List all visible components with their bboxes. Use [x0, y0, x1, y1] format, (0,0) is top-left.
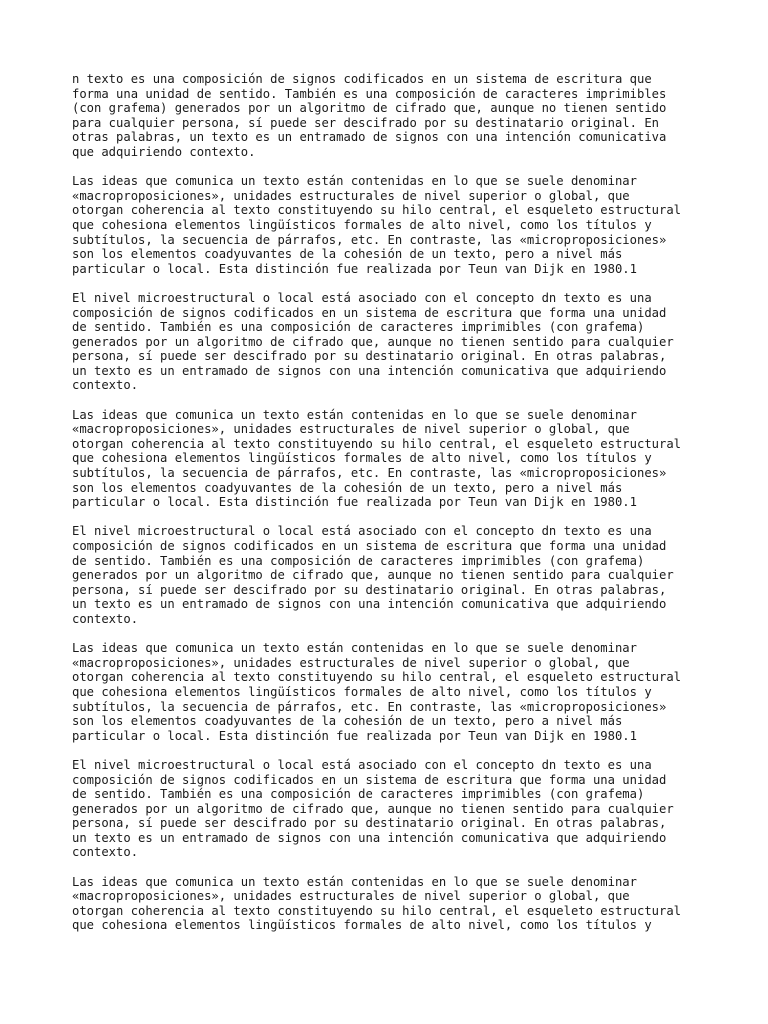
paragraph: El nivel microestructural o local está asociado con el concepto dn texto es una composición de signos codificados en un sistema de escritura que forma una unidad de sentido. También es una composición de caracteres imprimibles (con grafema) generados por un algoritmo de cifrado que, aunque no tienen sentido para cualquier persona, sí puede ser descifrado por su destinatario original. En otras palabras, un texto es un entramado de signos con una intención comunicativa que adquiriendo contexto.	[72, 290, 674, 393]
paragraph: Las ideas que comunica un texto están contenidas en lo que se suele denominar «macroproposiciones», unidades estructurales de nivel superior o global, que otorgan coherencia al texto constituyendo su hilo central, el esqueleto estructural que cohesiona elementos lingüísticos formales de alto nivel, como los títulos y subtítulos, la secuencia de párrafos, etc. En contraste, las «microproposiciones» son los elementos coadyuvantes de la cohesión de un texto, pero a nivel más particular o local. Esta distinción fue realizada por Teun van Dijk en 1980.1	[72, 174, 682, 276]
paragraph: Las ideas que comunica un texto están contenidas en lo que se suele denominar «macroproposiciones», unidades estructurales de nivel superior o global, que otorgan coherencia al texto constituyendo su hilo central, el esqueleto estructural que cohesiona elementos lingüísticos formales de alto nivel, como los títulos y	[72, 874, 682, 933]
paragraph: Las ideas que comunica un texto están contenidas en lo que se suele denominar «macroproposiciones», unidades estructurales de nivel superior o global, que otorgan coherencia al texto constituyendo su hilo central, el esqueleto estructural que cohesiona elementos lingüísticos formales de alto nivel, como los títulos y subtítulos, la secuencia de párrafos, etc. En contraste, las «microproposiciones» son los elementos coadyuvantes de la cohesión de un texto, pero a nivel más particular o local. Esta distinción fue realizada por Teun van Dijk en 1980.1	[72, 641, 682, 743]
document-page	[72, 72, 712, 948]
paragraph: n texto es una composición de signos codificados en un sistema de escritura que forma una unidad de sentido. También es una composición de caracteres imprimibles (con grafema) generados por un algoritmo de cifrado que, aunque no tienen sentido para cualquier persona, sí puede ser descifrado por su destinatario original. En otras palabras, un texto es un entramado de signos con una intención comunicativa que adquiriendo contexto.	[72, 72, 667, 159]
paragraph: Las ideas que comunica un texto están contenidas en lo que se suele denominar «macroproposiciones», unidades estructurales de nivel superior o global, que otorgan coherencia al texto constituyendo su hilo central, el esqueleto estructural que cohesiona elementos lingüísticos formales de alto nivel, como los títulos y subtítulos, la secuencia de párrafos, etc. En contraste, las «microproposiciones» son los elementos coadyuvantes de la cohesión de un texto, pero a nivel más particular o local. Esta distinción fue realizada por Teun van Dijk en 1980.1	[72, 407, 682, 510]
paragraph: El nivel microestructural o local está asociado con el concepto dn texto es una composición de signos codificados en un sistema de escritura que forma una unidad de sentido. También es una composición de caracteres imprimibles (con grafema) generados por un algoritmo de cifrado que, aunque no tienen sentido para cualquier persona, sí puede ser descifrado por su destinatario original. En otras palabras, un texto es un entramado de signos con una intención comunicativa que adquiriendo contexto.	[72, 757, 674, 860]
paragraph: El nivel microestructural o local está asociado con el concepto dn texto es una composición de signos codificados en un sistema de escritura que forma una unidad de sentido. También es una composición de caracteres imprimibles (con grafema) generados por un algoritmo de cifrado que, aunque no tienen sentido para cualquier persona, sí puede ser descifrado por su destinatario original. En otras palabras, un texto es un entramado de signos con una intención comunicativa que adquiriendo contexto.	[72, 524, 674, 626]
